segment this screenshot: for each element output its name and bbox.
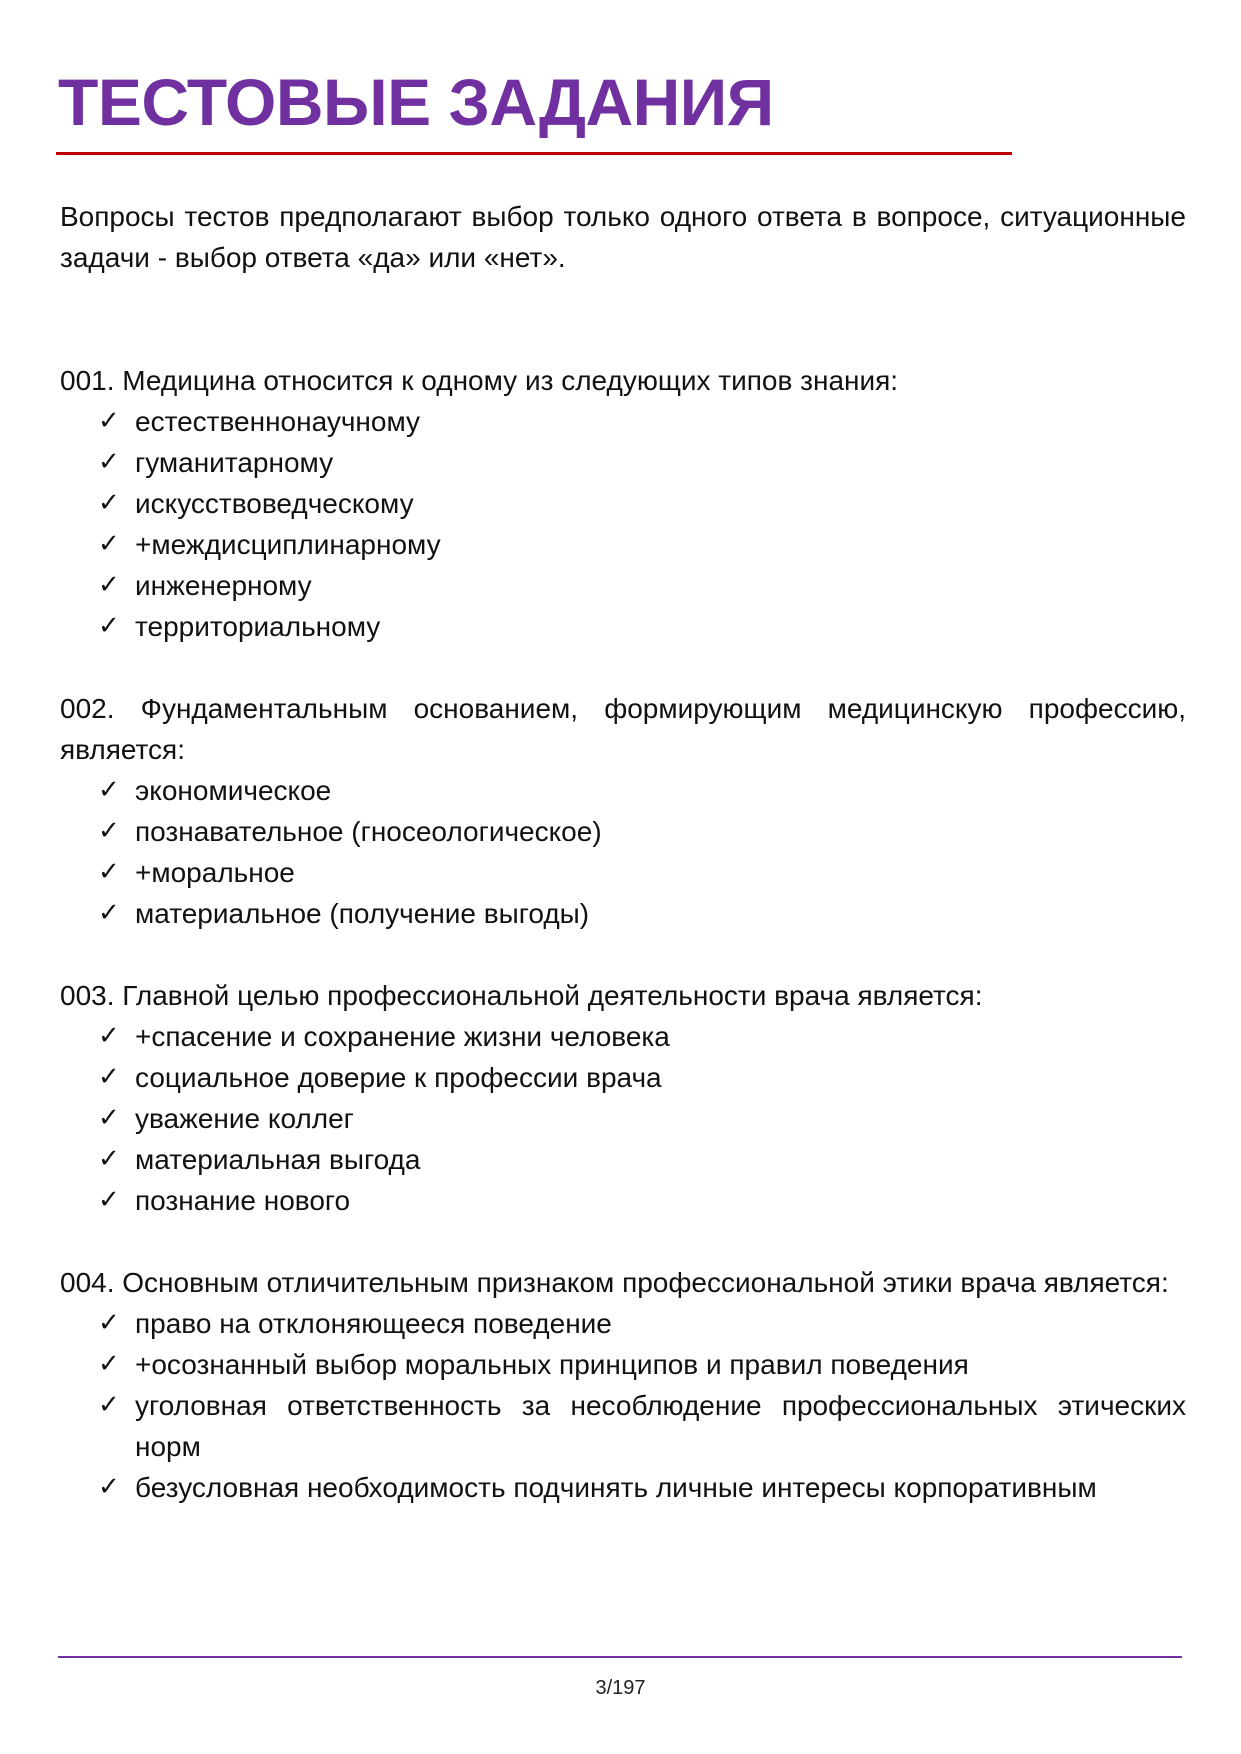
- checkmark-icon: ✓: [98, 1390, 120, 1420]
- checkmark-icon: ✓: [98, 1185, 120, 1215]
- checkmark-icon: ✓: [98, 898, 120, 928]
- checkmark-icon: ✓: [98, 447, 120, 477]
- answer-option: [60, 1467, 1186, 1508]
- answer-option-text: познание нового: [135, 1185, 351, 1216]
- intro-paragraph: Вопросы тестов предполагают выбор только одного ответа в вопросе, ситуационные задачи - выбор ответа «да» или «нет».: [60, 201, 1186, 273]
- checkmark-icon: ✓: [98, 775, 120, 805]
- checkmark-icon: ✓: [98, 611, 120, 641]
- answer-option: [60, 1180, 1186, 1221]
- answer-option: [60, 1098, 1186, 1139]
- answer-option: [60, 852, 1186, 893]
- answer-option: [60, 524, 1186, 565]
- checkmark-icon: ✓: [98, 1349, 120, 1379]
- checkmark-icon: ✓: [98, 570, 120, 600]
- answer-option-text: познавательное (гносеологическое): [135, 816, 602, 847]
- answer-option-text: материальное (получение выгоды): [135, 898, 590, 929]
- answer-option-text: право на отклоняющееся поведение: [135, 1308, 612, 1339]
- answer-options: [60, 1303, 1186, 1508]
- checkmark-icon: ✓: [98, 816, 120, 846]
- answer-option-text: +спасение и сохранение жизни человека: [135, 1021, 670, 1052]
- footer-divider: [58, 1656, 1182, 1658]
- answer-option: [60, 1385, 1186, 1467]
- checkmark-icon: ✓: [98, 1103, 120, 1133]
- answer-option: [60, 442, 1186, 483]
- answer-option-text: материальная выгода: [135, 1144, 421, 1175]
- checkmark-icon: ✓: [98, 1308, 120, 1338]
- question-004: [60, 1262, 1186, 1508]
- question-text: 002. Фундаментальным основанием, формирующим медицинскую профессию, является:: [60, 693, 1186, 765]
- answer-option: [60, 1303, 1186, 1344]
- answer-option-text: безусловная необходимость подчинять личные интересы корпоративным: [135, 1472, 1097, 1503]
- question-text: 004. Основным отличительным признаком профессиональной этики врача является:: [60, 1267, 1169, 1298]
- answer-option: [60, 1344, 1186, 1385]
- answer-options: [60, 770, 1186, 934]
- answer-option: [60, 606, 1186, 647]
- question-003: [60, 975, 1186, 1221]
- answer-option: [60, 1057, 1186, 1098]
- answer-option-text: уголовная ответственность за несоблюдение профессиональных этических норм: [135, 1390, 1186, 1462]
- answer-options: [60, 401, 1186, 647]
- answer-option-text: гуманитарному: [135, 447, 334, 478]
- question-text: 001. Медицина относится к одному из следующих типов знания:: [60, 365, 899, 396]
- answer-option: [60, 1016, 1186, 1057]
- answer-options: [60, 1016, 1186, 1221]
- answer-option: [60, 770, 1186, 811]
- answer-option-text: социальное доверие к профессии врача: [135, 1062, 662, 1093]
- answer-option: [60, 401, 1186, 442]
- answer-option-text: +междисциплинарному: [135, 529, 441, 560]
- answer-option: [60, 811, 1186, 852]
- checkmark-icon: ✓: [98, 529, 120, 559]
- question-text: 003. Главной целью профессиональной деятельности врача является:: [60, 980, 983, 1011]
- answer-option-text: искусствоведческому: [135, 488, 414, 519]
- answer-option: [60, 1139, 1186, 1180]
- answer-option-text: +осознанный выбор моральных принципов и правил поведения: [135, 1349, 969, 1380]
- page-number: 3/197: [595, 1677, 646, 1699]
- answer-option-text: инженерному: [135, 570, 312, 601]
- document-body: [60, 196, 1186, 1549]
- checkmark-icon: ✓: [98, 1062, 120, 1092]
- checkmark-icon: ✓: [98, 1472, 120, 1502]
- checkmark-icon: ✓: [98, 857, 120, 887]
- question-002: [60, 688, 1186, 934]
- answer-option: [60, 483, 1186, 524]
- answer-option-text: уважение коллег: [135, 1103, 354, 1134]
- answer-option: [60, 565, 1186, 606]
- checkmark-icon: ✓: [98, 1144, 120, 1174]
- answer-option: [60, 893, 1186, 934]
- checkmark-icon: ✓: [98, 488, 120, 518]
- checkmark-icon: ✓: [98, 406, 120, 436]
- title-underline: [56, 152, 1012, 155]
- answer-option-text: территориальному: [135, 611, 381, 642]
- answer-option-text: +моральное: [135, 857, 295, 888]
- question-001: [60, 360, 1186, 647]
- answer-option-text: экономическое: [135, 775, 332, 806]
- page-title: ТЕСТОВЫЕ ЗАДАНИЯ: [58, 65, 774, 139]
- checkmark-icon: ✓: [98, 1021, 120, 1051]
- answer-option-text: естественнонаучному: [135, 406, 421, 437]
